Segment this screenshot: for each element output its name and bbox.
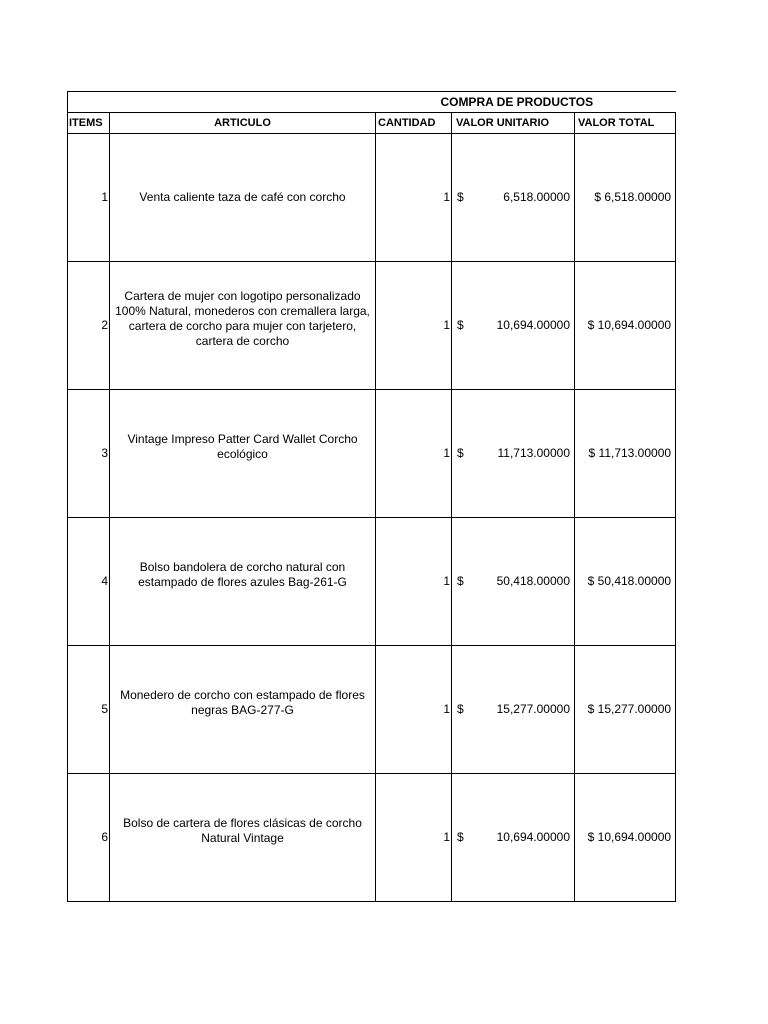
unit-price-value: 15,277.00000 [496, 702, 570, 716]
quantity-cell: 1 [376, 134, 452, 262]
unit-price-cell [452, 774, 575, 902]
table-title-text: COMPRA DE PRODUCTOS [440, 94, 594, 109]
article-description [110, 262, 376, 390]
unit-price-value: 50,418.00000 [496, 574, 570, 588]
item-number: 3 [68, 390, 110, 518]
article-description-text: Monedero de corcho con estampado de flores negras BAG-277-G [120, 687, 365, 717]
products-table [67, 91, 676, 902]
unit-price-cell [452, 134, 575, 262]
item-number: 2 [68, 262, 110, 390]
unit-price-cell [452, 646, 575, 774]
unit-price-cell [452, 518, 575, 646]
article-description-text: Cartera de mujer con logotipo personalizado 100% Natural, monederos con cremallera larga, cartera de corcho para mujer con tarjetero, cartera de corcho [115, 288, 370, 348]
quantity-cell: 1 [376, 262, 452, 390]
item-number: 5 [68, 646, 110, 774]
article-description [110, 774, 376, 902]
unit-price-value: 10,694.00000 [496, 318, 570, 332]
currency-symbol: $ [457, 574, 464, 588]
total-price-cell: $ 6,518.00000 [575, 134, 676, 262]
table-row [68, 262, 676, 390]
unit-price-cell [452, 390, 575, 518]
article-description-text: Bolso de cartera de flores clásicas de corcho Natural Vintage [123, 815, 362, 845]
article-description [110, 518, 376, 646]
article-description: Venta caliente taza de café con corcho [110, 134, 376, 262]
quantity-cell: 1 [376, 518, 452, 646]
article-description-text: Bolso bandolera de corcho natural con estampado de flores azules Bag-261-G [138, 559, 347, 589]
item-number: 6 [68, 774, 110, 902]
unit-price-value: 11,713.00000 [497, 446, 570, 460]
item-number: 1 [68, 134, 110, 262]
table-row [68, 390, 676, 518]
currency-symbol: $ [457, 318, 464, 332]
total-price-cell: $ 10,694.00000 [575, 774, 676, 902]
quantity-cell: 1 [376, 390, 452, 518]
header-articulo: ARTICULO [110, 113, 376, 134]
header-cantidad: CANTIDAD [376, 113, 452, 134]
currency-symbol: $ [457, 446, 464, 460]
item-number: 4 [68, 518, 110, 646]
table-row [68, 134, 676, 262]
header-row [68, 113, 676, 134]
unit-price-cell [452, 262, 575, 390]
title-row [68, 92, 676, 113]
purchase-sheet [67, 91, 675, 902]
total-price-cell: $ 10,694.00000 [575, 262, 676, 390]
unit-price-value: 10,694.00000 [496, 830, 570, 844]
header-items: ITEMS [68, 113, 110, 134]
article-description [110, 390, 376, 518]
quantity-cell: 1 [376, 774, 452, 902]
total-price-cell: $ 15,277.00000 [575, 646, 676, 774]
currency-symbol: $ [457, 702, 464, 716]
currency-symbol: $ [457, 830, 464, 844]
currency-symbol: $ [457, 190, 464, 204]
total-price-cell: $ 50,418.00000 [575, 518, 676, 646]
unit-price-value: 6,518.00000 [503, 190, 570, 204]
article-description-text: Vintage Impreso Patter Card Wallet Corcho ecológico [127, 431, 358, 461]
table-title [68, 92, 676, 113]
header-valor-total: VALOR TOTAL [575, 113, 676, 134]
table-row [68, 518, 676, 646]
table-row [68, 646, 676, 774]
article-description [110, 646, 376, 774]
quantity-cell: 1 [376, 646, 452, 774]
header-valor-unitario: VALOR UNITARIO [452, 113, 575, 134]
total-price-cell: $ 11,713.00000 [575, 390, 676, 518]
table-row [68, 774, 676, 902]
